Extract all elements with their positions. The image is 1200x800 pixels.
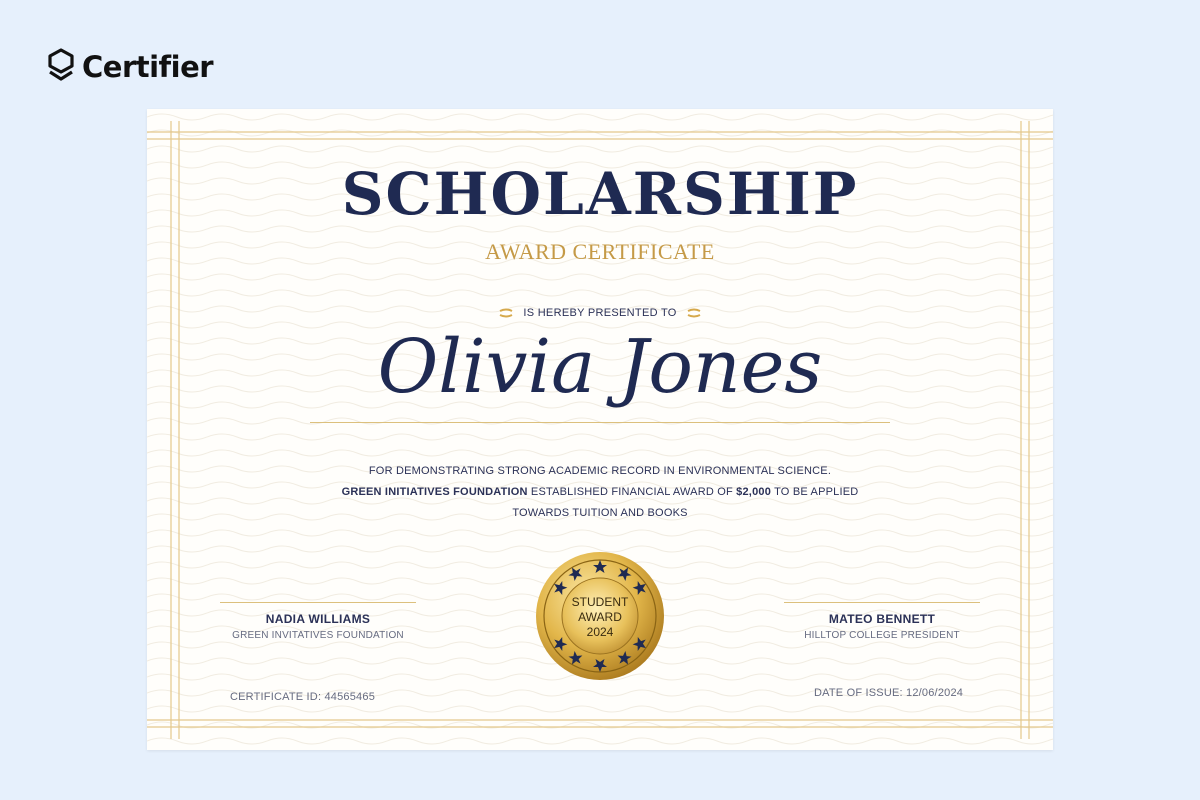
name-underline — [310, 422, 890, 423]
ornament-right-icon — [687, 308, 701, 318]
date-of-issue: DATE OF ISSUE: 12/06/2024 — [814, 687, 964, 699]
certifier-logo-icon — [48, 48, 74, 86]
ornament-left-icon — [499, 308, 513, 318]
signature-line-left — [220, 602, 416, 603]
foundation-name: GREEN INITIATIVES FOUNDATION — [341, 486, 528, 498]
certificate-title: SCHOLARSHIP — [341, 160, 859, 228]
brand-name: Certifier — [82, 50, 214, 84]
seal-line-2: AWARD — [578, 610, 622, 624]
seal-line-1: STUDENT — [571, 595, 629, 609]
presented-text: IS HEREBY PRESENTED TO — [523, 307, 677, 319]
award-description — [147, 461, 1053, 524]
certificate-id: CERTIFICATE ID: 44565465 — [230, 691, 376, 703]
certificate — [147, 109, 1053, 750]
signature-line-right — [784, 602, 980, 603]
signature-right — [784, 602, 980, 641]
description-line-3: TOWARDS TUITION AND BOOKS — [512, 507, 688, 519]
student-award-seal — [534, 550, 666, 682]
signatory-right-role: HILLTOP COLLEGE PRESIDENT — [804, 630, 960, 641]
description-line-1: FOR DEMONSTRATING STRONG ACADEMIC RECORD IN ENVIRONMENTAL SCIENCE. — [368, 465, 832, 477]
award-amount: $2,000 — [736, 486, 772, 498]
signature-left — [220, 602, 416, 641]
brand-logo — [48, 48, 213, 86]
description-line-2: GREEN INITIATIVES FOUNDATION ESTABLISHED FINANCIAL AWARD OF $2,000 TO BE APPLIED — [341, 486, 859, 498]
seal-line-3: 2024 — [586, 625, 614, 639]
signatory-right-name: MATEO BENNETT — [828, 612, 936, 626]
certificate-subtitle: AWARD CERTIFICATE — [485, 239, 715, 264]
signatory-left-role: GREEN INVITATIVES FOUNDATION — [232, 630, 404, 641]
presented-line — [147, 307, 1053, 319]
signatory-left-name: NADIA WILLIAMS — [265, 612, 371, 626]
recipient-name: Olivia Jones — [377, 324, 823, 410]
